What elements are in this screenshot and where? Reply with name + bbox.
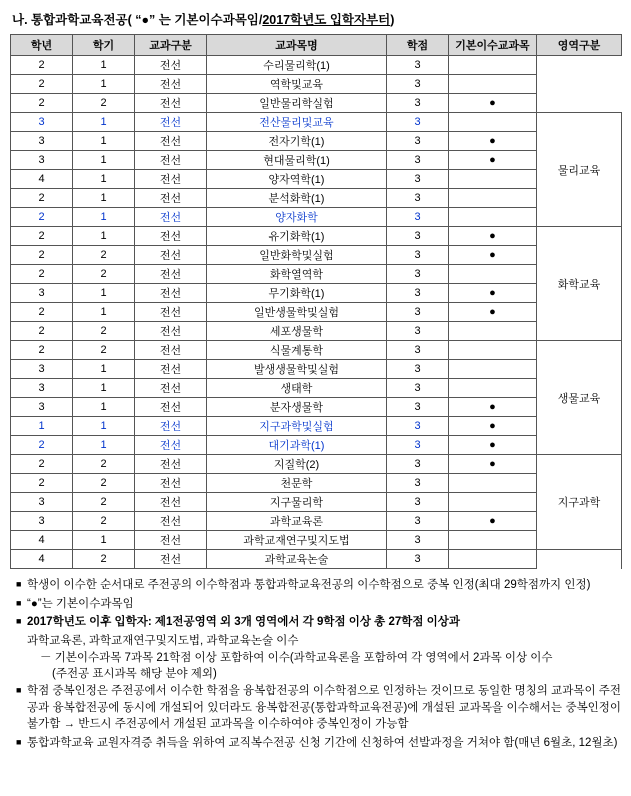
- cell-year: 2: [11, 474, 73, 493]
- table-row: [11, 341, 622, 360]
- cell-credit: 3: [387, 113, 449, 132]
- cell-credit: 3: [387, 170, 449, 189]
- cell-subject: 양자화학: [207, 208, 387, 227]
- cell-basic-mark: [449, 265, 537, 284]
- bullet-icon: ■: [16, 737, 22, 748]
- cell-credit: 3: [387, 75, 449, 94]
- cell-division: 전선: [135, 322, 207, 341]
- cell-year: 2: [11, 455, 73, 474]
- cell-basic-mark: ●: [449, 512, 537, 531]
- cell-credit: 3: [387, 436, 449, 455]
- cell-basic-mark: [449, 341, 537, 360]
- bullet-icon: ■: [16, 579, 22, 589]
- cell-term: 1: [73, 75, 135, 94]
- column-header-basic: 기본이수교과목: [449, 35, 537, 56]
- cell-credit: 3: [387, 227, 449, 246]
- note-text-4: 학점 중복인정은 주전공에서 이수한 학점을 융복합전공의 이수학점으로 인정하는 것이므로 동일한 명칭의 교과목이 주전공과 융복합전공에 동시에 개설되어 있더라도 융복합전공(통합과학교육전공)에 개설된 교과목을 이수해서는 중복인정이 불가함 → 반드시 주전공에서 개설된 교과목을 이수하여야 중복인정이 가능함: [27, 685, 621, 731]
- cell-credit: 3: [387, 455, 449, 474]
- column-header-credit: 학점: [387, 35, 449, 56]
- cell-basic-mark: ●: [449, 455, 537, 474]
- cell-term: 1: [73, 56, 135, 75]
- cell-basic-mark: [449, 75, 537, 94]
- cell-credit: 3: [387, 246, 449, 265]
- cell-subject: 분자생물학: [207, 398, 387, 417]
- table-row: [11, 398, 622, 417]
- cell-division: 전선: [135, 227, 207, 246]
- cell-term: 2: [73, 455, 135, 474]
- cell-subject: 전산물리및교육: [207, 113, 387, 132]
- table-row: [11, 474, 622, 493]
- cell-subject: 전자기학(1): [207, 132, 387, 151]
- cell-credit: 3: [387, 398, 449, 417]
- cell-subject: 양자역학(1): [207, 170, 387, 189]
- cell-subject: 지질학(2): [207, 455, 387, 474]
- cell-subject: 지구과학및실험: [207, 417, 387, 436]
- note-text-3a: 과학교육론, 과학교재연구및지도법, 과학교육논술 이수: [27, 635, 299, 648]
- cell-credit: 3: [387, 151, 449, 170]
- cell-basic-mark: [449, 360, 537, 379]
- table-row: [11, 284, 622, 303]
- column-header-year: 학년: [11, 35, 73, 56]
- cell-year: 2: [11, 341, 73, 360]
- cell-subject: 대기과학(1): [207, 436, 387, 455]
- column-header-term: 학기: [73, 35, 135, 56]
- column-header-area: 영역구분: [537, 35, 622, 56]
- table-body: [11, 56, 622, 569]
- cell-division: 전선: [135, 417, 207, 436]
- cell-year: 4: [11, 550, 73, 569]
- cell-subject: 천문학: [207, 474, 387, 493]
- cell-subject: 과학교재연구및지도법: [207, 531, 387, 550]
- cell-year: 3: [11, 493, 73, 512]
- note-text-5: 통합과학교육 교원자격증 취득을 위하여 교직복수전공 신청 기간에 신청하여 선발과정을 거쳐야 함(매년 6월초, 12월초): [27, 737, 618, 750]
- cell-division: 전선: [135, 151, 207, 170]
- cell-division: 전선: [135, 550, 207, 569]
- cell-year: 4: [11, 531, 73, 550]
- cell-year: 2: [11, 227, 73, 246]
- note-text-3b: － 기본이수과목 7과목 21학점 이상 포함하여 이수(과학교육론을 포함하여 각 영역에서 2과목 이상 이수: [40, 651, 553, 664]
- cell-term: 2: [73, 265, 135, 284]
- cell-subject: 일반생물학및실험: [207, 303, 387, 322]
- note-item: [16, 683, 621, 733]
- cell-area: 화학교육: [537, 227, 622, 341]
- cell-area: 생물교육: [537, 341, 622, 455]
- cell-subject: 지구물리학: [207, 493, 387, 512]
- notes-section: [10, 577, 621, 752]
- cell-year: 3: [11, 379, 73, 398]
- cell-term: 1: [73, 189, 135, 208]
- cell-year: 2: [11, 436, 73, 455]
- cell-subject: 화학열역학: [207, 265, 387, 284]
- cell-basic-mark: ●: [449, 284, 537, 303]
- cell-credit: 3: [387, 512, 449, 531]
- cell-division: 전선: [135, 341, 207, 360]
- page-title: [12, 10, 621, 28]
- cell-basic-mark: ●: [449, 151, 537, 170]
- cell-basic-mark: [449, 170, 537, 189]
- cell-year: 1: [11, 417, 73, 436]
- table-row: [11, 170, 622, 189]
- cell-credit: 3: [387, 474, 449, 493]
- cell-basic-mark: ●: [449, 246, 537, 265]
- cell-credit: 3: [387, 417, 449, 436]
- cell-credit: 3: [387, 56, 449, 75]
- cell-term: 2: [73, 322, 135, 341]
- cell-subject: 식물계통학: [207, 341, 387, 360]
- cell-subject: 일반물리학실험: [207, 94, 387, 113]
- table-row: [11, 265, 622, 284]
- cell-term: 2: [73, 512, 135, 531]
- cell-division: 전선: [135, 512, 207, 531]
- table-row: [11, 113, 622, 132]
- table-row: [11, 455, 622, 474]
- table-row: [11, 379, 622, 398]
- note-item: [16, 577, 621, 594]
- cell-term: 1: [73, 531, 135, 550]
- table-row: [11, 360, 622, 379]
- cell-credit: 3: [387, 189, 449, 208]
- cell-basic-mark: [449, 379, 537, 398]
- table-row: [11, 531, 622, 550]
- cell-subject: 역학및교육: [207, 75, 387, 94]
- cell-subject: 유기화학(1): [207, 227, 387, 246]
- cell-division: 전선: [135, 265, 207, 284]
- cell-term: 1: [73, 208, 135, 227]
- cell-term: 2: [73, 246, 135, 265]
- cell-year: 3: [11, 113, 73, 132]
- cell-year: 3: [11, 132, 73, 151]
- cell-term: 1: [73, 284, 135, 303]
- column-header-division: 교과구분: [135, 35, 207, 56]
- cell-subject: 현대물리학(1): [207, 151, 387, 170]
- bullet-icon: ■: [16, 685, 22, 696]
- note-text-3: 2017학년도 이후 입학자: 제1전공영역 외 3개 영역에서 각 9학점 이상 총 27학점 이상과: [27, 616, 460, 629]
- table-row: [11, 246, 622, 265]
- curriculum-table: [10, 34, 622, 569]
- cell-basic-mark: ●: [449, 398, 537, 417]
- cell-division: 전선: [135, 246, 207, 265]
- cell-basic-mark: [449, 474, 537, 493]
- cell-division: 전선: [135, 170, 207, 189]
- cell-subject: 수리물리학(1): [207, 56, 387, 75]
- cell-area: 지구과학: [537, 455, 622, 550]
- cell-division: 전선: [135, 94, 207, 113]
- cell-division: 전선: [135, 493, 207, 512]
- cell-subject: 세포생물학: [207, 322, 387, 341]
- cell-term: 1: [73, 379, 135, 398]
- cell-basic-mark: [449, 189, 537, 208]
- cell-credit: 3: [387, 303, 449, 322]
- cell-division: 전선: [135, 189, 207, 208]
- cell-credit: 3: [387, 493, 449, 512]
- note-text-1: 학생이 이수한 순서대로 주전공의 이수학점과 통합과학교육전공의 이수학점으로 중복 인정(최대 29학점까지 인정): [27, 579, 591, 591]
- cell-year: 3: [11, 512, 73, 531]
- cell-basic-mark: ●: [449, 417, 537, 436]
- cell-year: 3: [11, 284, 73, 303]
- cell-year: 2: [11, 75, 73, 94]
- cell-credit: 3: [387, 531, 449, 550]
- cell-term: 1: [73, 398, 135, 417]
- cell-basic-mark: ●: [449, 94, 537, 113]
- cell-term: 1: [73, 132, 135, 151]
- cell-division: 전선: [135, 474, 207, 493]
- cell-basic-mark: [449, 493, 537, 512]
- note-item: [16, 596, 621, 613]
- cell-division: 전선: [135, 379, 207, 398]
- cell-credit: 3: [387, 379, 449, 398]
- table-row: [11, 208, 622, 227]
- cell-division: 전선: [135, 531, 207, 550]
- cell-basic-mark: [449, 550, 537, 569]
- note-item: [16, 735, 621, 752]
- cell-subject: 발생생물학및실험: [207, 360, 387, 379]
- bullet-icon: ■: [16, 616, 22, 627]
- cell-term: 1: [73, 303, 135, 322]
- cell-area: 물리교육: [537, 113, 622, 227]
- table-row: [11, 550, 622, 569]
- cell-basic-mark: [449, 322, 537, 341]
- table-row: [11, 56, 622, 75]
- cell-term: 2: [73, 94, 135, 113]
- cell-division: 전선: [135, 436, 207, 455]
- cell-subject: 과학교육논술: [207, 550, 387, 569]
- cell-credit: 3: [387, 208, 449, 227]
- cell-credit: 3: [387, 284, 449, 303]
- page-title-prefix: 나. 통합과학교육전공( “●” 는 기본이수과목임/: [12, 13, 263, 27]
- cell-basic-mark: [449, 113, 537, 132]
- cell-credit: 3: [387, 132, 449, 151]
- cell-division: 전선: [135, 56, 207, 75]
- cell-subject: 과학교육론: [207, 512, 387, 531]
- cell-subject: 일반화학및실험: [207, 246, 387, 265]
- cell-term: 2: [73, 474, 135, 493]
- cell-basic-mark: ●: [449, 303, 537, 322]
- cell-division: 전선: [135, 113, 207, 132]
- cell-credit: 3: [387, 322, 449, 341]
- cell-division: 전선: [135, 455, 207, 474]
- cell-year: 3: [11, 360, 73, 379]
- cell-division: 전선: [135, 398, 207, 417]
- note-text-2: “●”는 기본이수과목임: [27, 597, 134, 610]
- cell-division: 전선: [135, 208, 207, 227]
- cell-term: 2: [73, 493, 135, 512]
- cell-year: 2: [11, 94, 73, 113]
- cell-subject: 생태학: [207, 379, 387, 398]
- cell-year: 2: [11, 56, 73, 75]
- table-row: [11, 189, 622, 208]
- table-row: [11, 227, 622, 246]
- cell-year: 2: [11, 265, 73, 284]
- table-header-row: [11, 35, 622, 56]
- cell-year: 2: [11, 189, 73, 208]
- cell-year: 2: [11, 303, 73, 322]
- cell-basic-mark: ●: [449, 436, 537, 455]
- note-text-3c: (주전공 표시과목 해당 분야 제외): [52, 668, 217, 681]
- table-row: [11, 132, 622, 151]
- cell-credit: 3: [387, 550, 449, 569]
- note-item: [16, 614, 621, 631]
- cell-division: 전선: [135, 75, 207, 94]
- table-row: [11, 417, 622, 436]
- table-row: [11, 493, 622, 512]
- cell-year: 3: [11, 151, 73, 170]
- column-header-subject: 교과목명: [207, 35, 387, 56]
- table-row: [11, 512, 622, 531]
- cell-basic-mark: ●: [449, 227, 537, 246]
- cell-year: 2: [11, 322, 73, 341]
- table-row: [11, 436, 622, 455]
- cell-term: 2: [73, 341, 135, 360]
- cell-credit: 3: [387, 341, 449, 360]
- cell-term: 1: [73, 151, 135, 170]
- cell-term: 1: [73, 113, 135, 132]
- cell-term: 1: [73, 436, 135, 455]
- cell-credit: 3: [387, 265, 449, 284]
- cell-term: 2: [73, 550, 135, 569]
- table-row: [11, 322, 622, 341]
- cell-division: 전선: [135, 360, 207, 379]
- cell-term: 1: [73, 417, 135, 436]
- cell-basic-mark: ●: [449, 132, 537, 151]
- cell-credit: 3: [387, 94, 449, 113]
- cell-credit: 3: [387, 360, 449, 379]
- table-row: [11, 303, 622, 322]
- page-title-underline: 2017학년도 입학자부터: [262, 13, 391, 27]
- cell-term: 1: [73, 170, 135, 189]
- cell-year: 2: [11, 246, 73, 265]
- cell-year: 2: [11, 208, 73, 227]
- cell-basic-mark: [449, 208, 537, 227]
- cell-term: 1: [73, 227, 135, 246]
- cell-subject: 무기화학(1): [207, 284, 387, 303]
- table-row: [11, 75, 622, 94]
- cell-year: 3: [11, 398, 73, 417]
- cell-division: 전선: [135, 303, 207, 322]
- cell-division: 전선: [135, 284, 207, 303]
- cell-term: 1: [73, 360, 135, 379]
- table-row: [11, 151, 622, 170]
- cell-year: 4: [11, 170, 73, 189]
- page-title-suffix: ): [390, 13, 395, 27]
- cell-basic-mark: [449, 56, 537, 75]
- cell-basic-mark: [449, 531, 537, 550]
- bullet-icon: ■: [16, 597, 22, 608]
- table-row: [11, 94, 622, 113]
- cell-division: 전선: [135, 132, 207, 151]
- cell-subject: 분석화학(1): [207, 189, 387, 208]
